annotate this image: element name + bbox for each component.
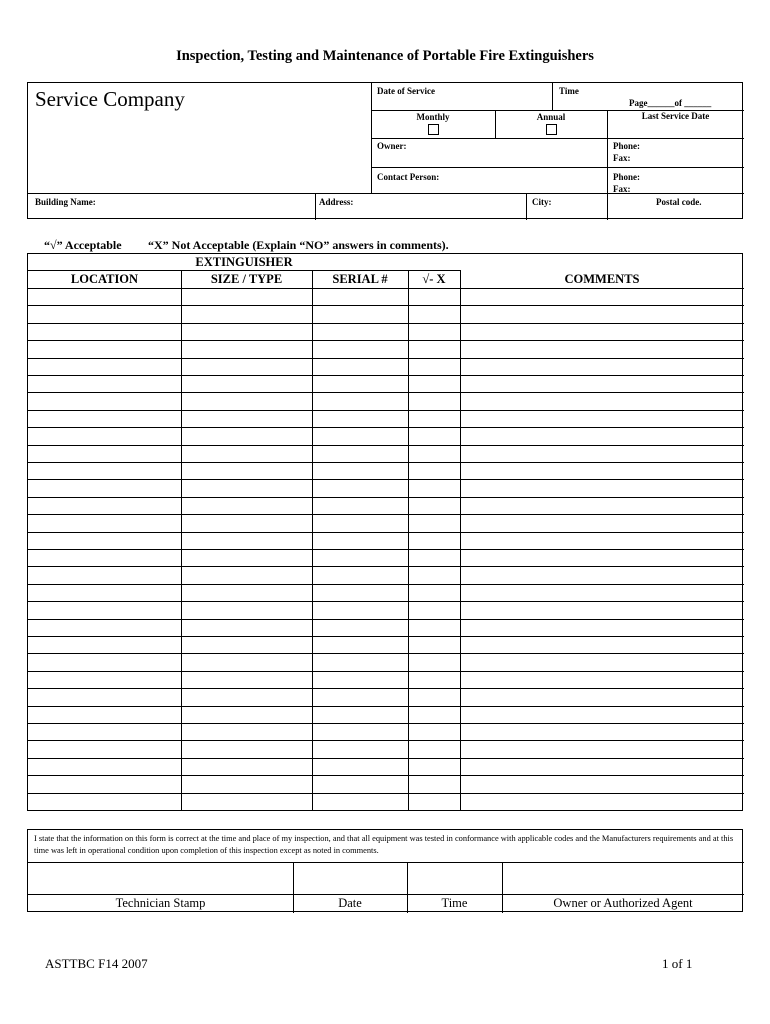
owner-fax-label: Fax: [613,153,631,163]
table-row[interactable] [28,497,744,514]
legend-acceptable: “√” Acceptable [44,238,122,252]
table-row[interactable] [28,340,744,357]
column-header-size-type: SIZE / TYPE [210,272,283,286]
page-count: 1 of 1 [662,956,693,971]
table-row[interactable] [28,775,744,792]
table-row[interactable] [28,288,744,305]
column-header-serial: SERIAL # [332,272,388,286]
table-row[interactable] [28,323,744,340]
table-row[interactable] [28,462,744,479]
time-field[interactable] [408,863,502,894]
service-company-label: Service Company [35,87,185,111]
column-header-check: √- X [422,272,446,286]
annual-label: Annual [536,112,566,122]
table-row[interactable] [28,636,744,653]
table-row[interactable] [28,514,744,531]
monthly-label: Monthly [416,112,450,122]
table-row[interactable] [28,723,744,740]
contact-person-label: Contact Person: [377,172,440,182]
extinguisher-table [27,253,743,811]
extinguisher-group-header: EXTINGUISHER [195,255,293,269]
postal-code-label: Postal code. [656,197,702,207]
table-row[interactable] [28,392,744,409]
technician-stamp-label: Technician Stamp [115,896,206,910]
owner-agent-field[interactable] [503,863,743,894]
annual-checkbox[interactable] [546,124,557,135]
column-header-comments: COMMENTS [564,272,640,286]
city-label: City: [532,197,552,207]
date-field[interactable] [294,863,407,894]
table-row[interactable] [28,479,744,496]
table-row[interactable] [28,653,744,670]
technician-stamp-field[interactable] [28,863,293,894]
contact-phone-label: Phone: [613,172,640,182]
table-row[interactable] [28,566,744,583]
owner-phone-label: Phone: [613,141,640,151]
table-row[interactable] [28,671,744,688]
building-name-label: Building Name: [35,197,96,207]
table-row[interactable] [28,445,744,462]
table-row[interactable] [28,549,744,566]
table-row[interactable] [28,584,744,601]
monthly-checkbox[interactable] [428,124,439,135]
table-row[interactable] [28,427,744,444]
form-id: ASTTBC F14 2007 [45,956,148,971]
certification-statement: I state that the information on this form is correct at the time and place of my inspection, and that all equipment was tested in conformance with applicable codes and the Manufacturers requirements and at this time was left in operational condition upon completion of this inspection except as noted in comments. [34,834,734,855]
table-row[interactable] [28,740,744,757]
table-row[interactable] [28,601,744,618]
table-row[interactable] [28,305,744,322]
owner-agent-label: Owner or Authorized Agent [553,896,693,910]
contact-fax-label: Fax: [613,184,631,194]
table-row[interactable] [28,532,744,549]
certification-statement-box [27,829,743,912]
table-row[interactable] [28,410,744,427]
address-label: Address: [319,197,354,207]
table-row[interactable] [28,706,744,723]
time-signature-label: Time [441,896,468,910]
owner-label: Owner: [377,141,407,151]
table-row[interactable] [28,619,744,636]
table-row[interactable] [28,758,744,775]
legend-not-acceptable: “X” Not Acceptable (Explain “NO” answers in comments). [148,238,449,252]
last-service-date-label: Last Service Date [641,111,710,121]
service-header-box [27,82,743,219]
form-title: Inspection, Testing and Maintenance of Portable Fire Extinguishers [176,48,594,64]
table-row[interactable] [28,375,744,392]
date-of-service-label: Date of Service [377,86,435,96]
table-row[interactable] [28,793,744,810]
time-label: Time [559,86,579,96]
page-of-label: Page______of ______ [629,98,712,108]
date-signature-label: Date [338,896,362,910]
column-header-location: LOCATION [70,272,139,286]
table-row[interactable] [28,358,744,375]
table-row[interactable] [28,688,744,705]
